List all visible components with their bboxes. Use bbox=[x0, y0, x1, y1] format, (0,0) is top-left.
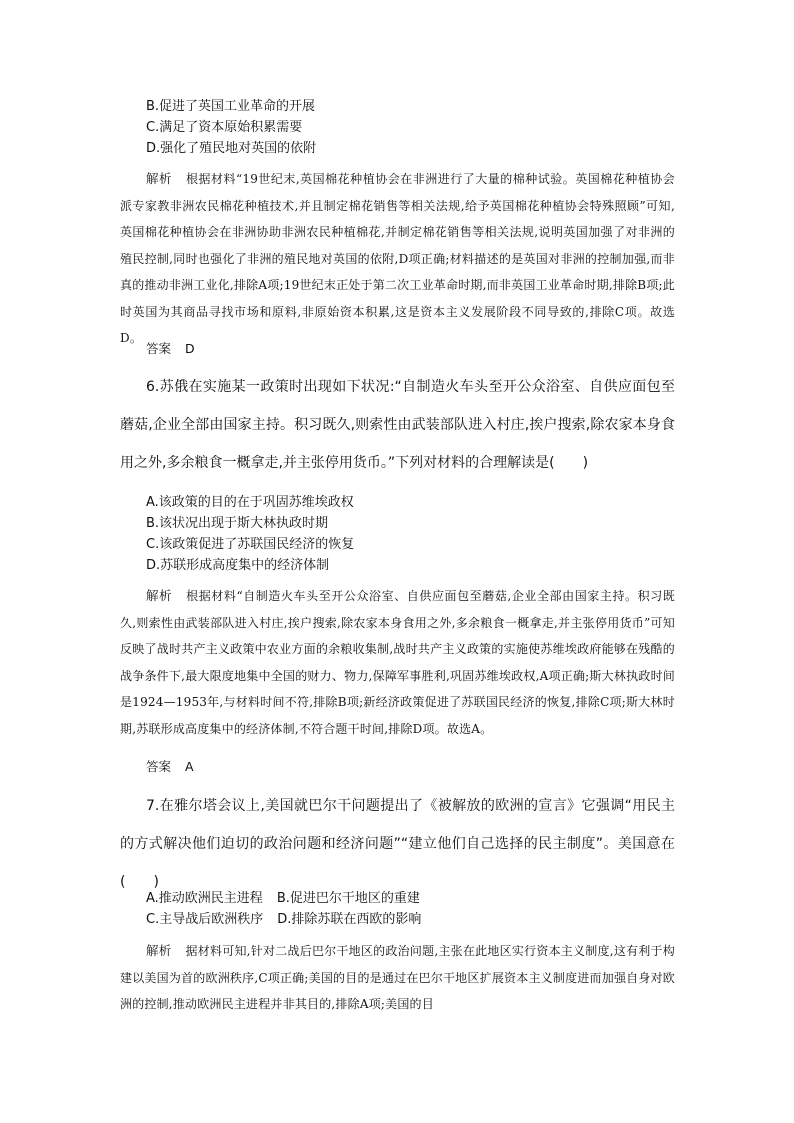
q7-option-d: D.排除苏联在西欧的影响 bbox=[277, 912, 422, 927]
q6-explanation bbox=[120, 583, 675, 742]
q5-explanation-text: 根据材料“19世纪末,英国棉花种植协会在非洲进行了大量的棉种试验。英国棉花种植协会派专家教非洲农民棉花种植技术,并且制定棉花销售等相关法规,给予英国棉花种植协会特殊照顾”可知,英国棉花种植协会在非洲协助非洲农民种植棉花,并制定棉花销售等相关法规,说明英国加强了对非洲的殖民控制,同时也强化了非洲的殖民地对英国的依附,D项正确;材料描述的是英国对非洲的控制加强,而非真的推动非洲工业化,排除A项;19世纪末正处于第二次工业革命时期,而非英国工业革命时期,排除B项;此时英国为其商品寻找市场和原料,非原始资本积累,这是资本主义发展阶段不同导致的,排除C项。故选D。 bbox=[120, 172, 675, 345]
q7-option-c: C.主导战后欧洲秩序 bbox=[146, 912, 264, 927]
q5-explanation-label: 解析 bbox=[146, 171, 173, 186]
q6-explanation-text: 根据材料“自制造火车头至开公众浴室、自供应面包至蘑菇,企业全部由国家主持。积习既久,则索性由武装部队进入村庄,挨户搜索,除农家本身食用之外,多余粮食一概拿走,并主张停用货币”可知反映了战时共产主义政策中农业方面的余粮收集制,战时共产主义政策的实施使苏维埃政府能够在残酷的战争条件下,最大限度地集中全国的财力、物力,保障军事胜利,巩固苏维埃政权,A项正确;斯大林执政时间是1924—1953年,与材料时间不符,排除B项;新经济政策促进了苏联国民经济的恢复,排除C项;斯大林时期,苏联形成高度集中的经济体制,不符合题干时间,排除D项。故选A。 bbox=[120, 589, 676, 736]
q7-explanation-text: 据材料可知,针对二战后巴尔干地区的政治问题,主张在此地区实行资本主义制度,这有利于构建以美国为首的欧洲秩序,C项正确;美国的目的是通过在巴尔干地区扩展资本主义制度进而加强自身对欧洲的控制,推动欧洲民主进程并非其目的,排除A项;美国的目 bbox=[120, 944, 675, 1011]
q7-option-b: B.促进巴尔干地区的重建 bbox=[276, 891, 420, 906]
q5-option-d: D.强化了殖民地对英国的依附 bbox=[146, 141, 317, 156]
q7-stem-text: 在雅尔塔会议上,美国就巴尔干问题提出了《被解放的欧洲的宣言》它强调“用民主的方式解决他们迫切的政治问题和经济问题”“建立他们自己选择的民主制度”。美国意在( ) bbox=[120, 798, 675, 890]
q6-option-a: A.该政策的目的在于巩固苏维埃政权 bbox=[146, 495, 354, 510]
q6-explanation-label: 解析 bbox=[146, 588, 173, 603]
q7-explanation-label: 解析 bbox=[146, 943, 172, 958]
q6-answer-label: 答案 bbox=[146, 759, 172, 774]
q7-stem bbox=[120, 787, 675, 901]
q5-answer-value: D bbox=[185, 341, 195, 356]
q6-option-d: D.苏联形成高度集中的经济体制 bbox=[146, 558, 330, 573]
q7-number: 7. bbox=[146, 798, 160, 814]
q6-option-c: C.该政策促进了苏联国民经济的恢复 bbox=[146, 537, 355, 552]
q7-option-a: A.推动欧洲民主进程 bbox=[146, 891, 263, 906]
q6-stem bbox=[120, 368, 675, 482]
q6-option-b: B.该状况出现于斯大林执政时期 bbox=[146, 516, 329, 531]
q6-stem-text: 苏俄在实施某一政策时出现如下状况:“自制造火车头至开公众浴室、自供应面包至蘑菇,企业全部由国家主持。积习既久,则索性由武装部队进入村庄,挨户搜索,除农家本身食用之外,多余粮食一概拿走,并主张停用货币。”下列对材料的合理解读是( ) bbox=[120, 379, 675, 471]
q5-option-c: C.满足了资本原始积累需要 bbox=[146, 120, 303, 135]
q7-options-row-1 bbox=[146, 889, 420, 908]
q7-explanation bbox=[120, 938, 675, 1018]
q7-options-row-2 bbox=[146, 910, 421, 929]
q5-answer-label: 答案 bbox=[146, 341, 172, 356]
q5-explanation bbox=[120, 166, 675, 352]
q5-option-b: B.促进了英国工业革命的开展 bbox=[146, 99, 316, 114]
q6-number: 6. bbox=[146, 379, 160, 395]
q6-answer bbox=[146, 757, 194, 775]
q6-answer-value: A bbox=[185, 759, 194, 774]
q5-answer bbox=[146, 339, 195, 357]
